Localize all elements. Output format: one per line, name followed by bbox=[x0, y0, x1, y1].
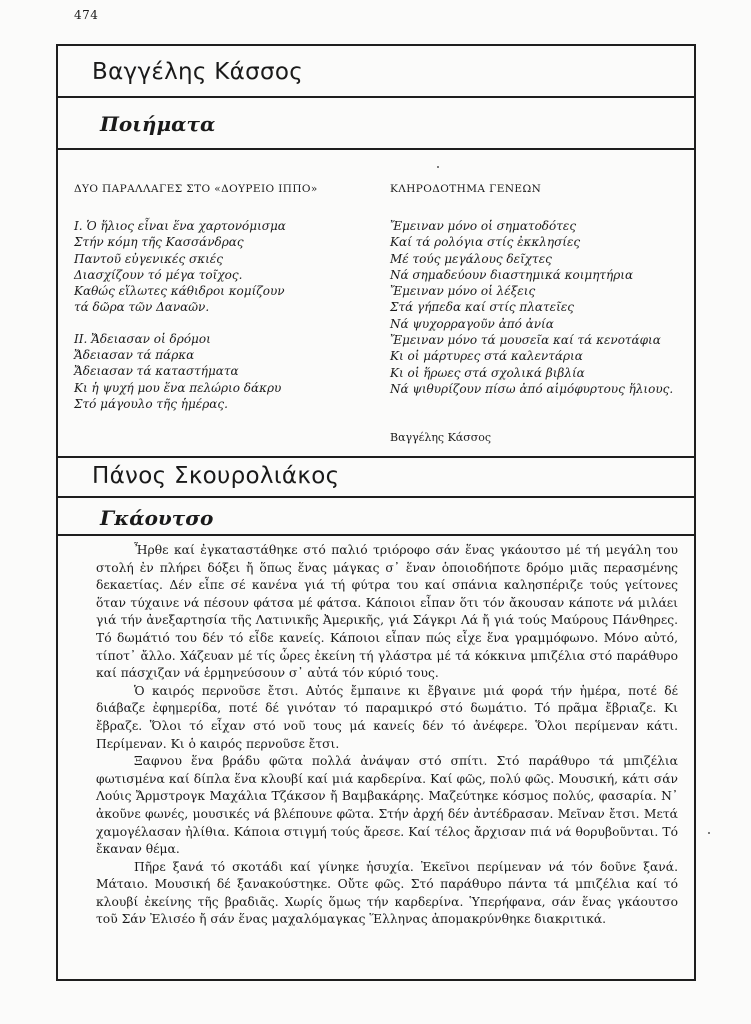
poem-title-2: ΚΛΗΡΟΔΟΤΗΜΑ ΓΕΝΕΩΝ bbox=[390, 183, 542, 195]
verse-line: Ἄδειασαν τά πάρκα bbox=[74, 348, 195, 363]
page-number: 474 bbox=[74, 8, 99, 22]
scan-speck bbox=[437, 166, 439, 168]
poem-signature: Βαγγέλης Κάσσος bbox=[390, 431, 492, 444]
section-title-story: Γκάουτσο bbox=[100, 506, 214, 530]
verse-line: Στό μάγουλο τῆς ἡμέρας. bbox=[74, 396, 228, 411]
poem-1-stanza-1 bbox=[74, 218, 286, 316]
author-name-2: Πάνος Σκουρολιάκος bbox=[92, 463, 340, 489]
verse-line: Διασχίζουν τό μέγα τοῖχος. bbox=[74, 267, 243, 282]
verse-line: Μέ τούς μεγάλους δεῖχτες bbox=[390, 251, 552, 266]
story-paragraph: Ὁ καιρός περνοῦσε ἔτσι. Αὐτός ἔμπαινε κι ἔβγαινε μιά φορά τήν ἡμέρα, ποτέ δέ διάβαζε ἐφημερίδα, ποτέ δέ γινόταν τό παραμικρό στό δωμάτιο. Τό πρᾶμα ἔβριαζε. Κι ἔβραζε. Ὅλοι τό εἶχαν στό νοῦ τους μά κανείς δέν τό ἀνέφερε. Ὅλοι περίμεναν κάτι. Περίμεναν. Κι ὁ καιρός περνοῦσε ἔτσι. bbox=[96, 683, 678, 751]
verse-line: τά δῶρα τῶν Δαναῶν. bbox=[74, 300, 210, 315]
verse-line: ΙΙ. Ἄδειασαν οἱ δρόμοι bbox=[74, 331, 211, 346]
article-frame bbox=[56, 44, 696, 981]
section-title-poems: Ποιήματα bbox=[100, 112, 216, 136]
poem-2 bbox=[390, 218, 673, 397]
verse-line: Παντοῦ εὐγενικές σκιές bbox=[74, 251, 223, 266]
story-paragraph: Ἦρθε καί ἐγκαταστάθηκε στό παλιό τριόροφο σάν ἕνας γκάουτσο μέ τή μεγάλη του στολή ἐν πλήρει δόξει ἤ ὅπως ἕνας μάγκας σ᾽ ἕναν ὁποιοδήποτε δρόμο μιᾶς περασμένης δεκαετίας. Δέν εἶπε σέ κανένα γιά τή φύτρα του καί σπάνια καλησπέριζε τούς γείτονες ὅταν τύχαινε νά πέσουν φάτσα μέ φάτσα. Κάποιοι εἶπαν ὅτι τόν ἄκουσαν κάποτε νά μιλάει γιά τήν ἀνεξαρτησία τῆς Λατινικῆς Ἀμερικῆς, γιά Σάγκρι Λά ἤ γιά τούς Μαύρους Πάνθηρες. Τό δωμάτιό του δέν τό εἶδε κανείς. Κάποιοι εἶπαν πώς εἶχε ἕνα γραμμόφωνο. Μόνο αὐτό, τίποτ᾽ ἄλλο. Χάζευαν μέ τίς ὧρες ἐκείνη τή γλάστρα μέ τά κόκκινα μπιζέλια στό παράθυρο καί πάσχιζαν νά ἑρμηνεύσουν σ᾽ αὐτά τόν κύριό τους. bbox=[96, 543, 678, 681]
poem-title-1: ΔΥΟ ΠΑΡΑΛΛΑΓΕΣ ΣΤΟ «ΔΟΥΡΕΙΟ ΙΠΠΟ» bbox=[74, 183, 318, 195]
author-name-1: Βαγγέλης Κάσσος bbox=[92, 59, 304, 85]
verse-line: Στήν κόμη τῆς Κασσάνδρας bbox=[74, 235, 244, 250]
verse-line: Κι ἡ ψυχή μου ἕνα πελώριο δάκρυ bbox=[74, 380, 282, 395]
divider bbox=[58, 456, 694, 458]
story-paragraph: Ξαφνου ἕνα βράδυ φῶτα πολλά ἀνάψαν στό σπίτι. Στό παράθυρο τά μπιζέλια φωτισμένα καί δίπλα ἕνα κλουβί καί μιά καρδερίνα. Καί φῶς, πολύ φῶς. Μουσική, κάτι σάν Λούις Ἄρμστρογκ Μαχάλια Τζάκσον ἤ Βαμβακάρης. Μαζεύτηκε κόσμος πολύς, φασαρία. Ν᾽ ἀκοῦνε φωνές, μουσικές νά βλέπουνε φῶτα. Στήν ἀρχή δέν ἀντέδρασαν. Μεῖναν ἔτσι. Μετά χαμογέλασαν ἠλίθια. Κάποια στιγμή τούς ἄρεσε. Καί τέλος ἄρχισαν πιά νά θορυβοῦνται. Τό ἔκαναν θέμα. bbox=[96, 754, 678, 857]
verse-line: Ἔμειναν μόνο τά μουσεῖα καί τά κενοτάφια bbox=[390, 333, 661, 348]
verse-line: Ἔμειναν μόνο οἱ σηματοδότες bbox=[390, 219, 577, 233]
divider bbox=[58, 96, 694, 98]
divider bbox=[58, 148, 694, 150]
verse-line: Καί τά ρολόγια στίς ἐκκλησίες bbox=[390, 235, 581, 250]
verse-line: Στά γήπεδα καί στίς πλατεῖες bbox=[390, 300, 574, 315]
divider bbox=[58, 534, 694, 536]
verse-line: Κι οἱ μάρτυρες στά καλεντάρια bbox=[390, 349, 583, 364]
verse-line: Ἄδειασαν τά καταστήματα bbox=[74, 364, 239, 379]
verse-line: Ἔμειναν μόνο οἱ λέξεις bbox=[390, 284, 536, 299]
story-text bbox=[96, 542, 678, 929]
verse-line: Καθώς εἵλωτες κάθιδροι κομίζουν bbox=[74, 284, 285, 299]
verse-line: Νά ψιθυρίζουν πίσω ἀπό αἱμόφυρτους ἥλιους. bbox=[390, 381, 674, 396]
verse-line: Νά σημαδεύουν διαστημικά κοιμητήρια bbox=[390, 267, 634, 282]
verse-line: Νά ψυχορραγοῦν ἀπό ἀνία bbox=[390, 316, 554, 331]
scan-speck bbox=[708, 832, 710, 834]
divider bbox=[58, 496, 694, 498]
verse-line: Κι οἱ ἥρωες στά σχολικά βιβλία bbox=[390, 365, 585, 380]
story-paragraph: Πῆρε ξανά τό σκοτάδι καί γίνηκε ἡσυχία. Ἐκεῖνοι περίμεναν νά τόν δοῦνε ξανά. Μάταιο. Μουσική δέ ξανακούστηκε. Οὔτε φῶς. Στό παράθυρο πάντα τά μπιζέλια καί τό κλουβί ἐκείνης τῆς βραδιᾶς. Χωρίς ὅμως τήν καρδερίνα. Ὑπερήφανα, σάν ἕνας γκάουτσο τοῦ Σάν Ἐλισέο ἤ σάν ἕνας μαχαλόμαγκας Ἕλληνας ἀπομακρύνθηκε διακριτικά. bbox=[96, 859, 678, 927]
verse-line: Ι. Ὁ ἥλιος εἶναι ἕνα χαρτονόμισμα bbox=[74, 219, 286, 233]
poem-1 bbox=[74, 218, 286, 412]
poem-1-stanza-2 bbox=[74, 331, 286, 412]
